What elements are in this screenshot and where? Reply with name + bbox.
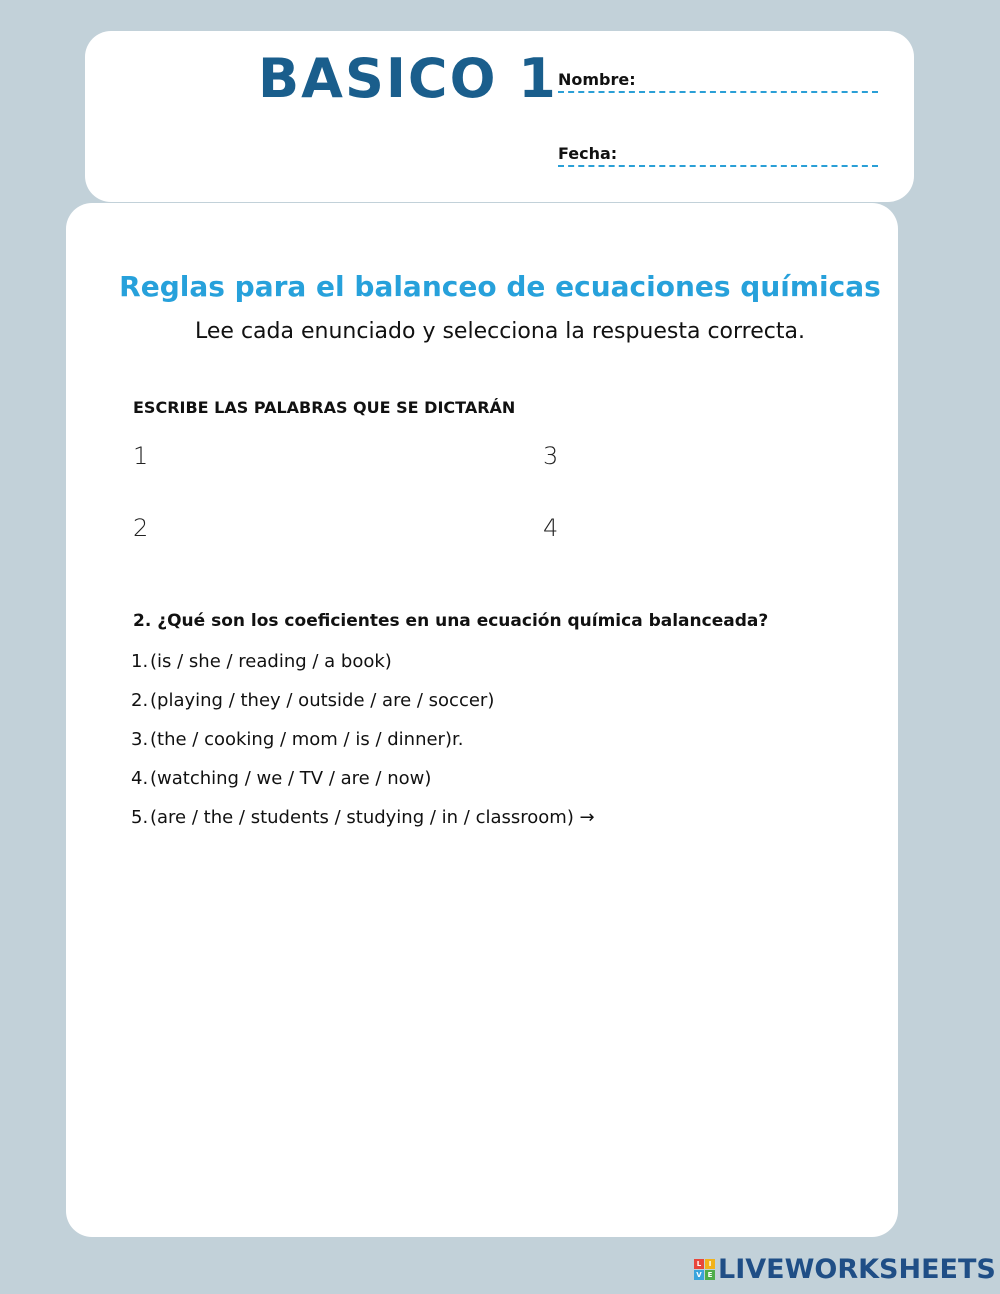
dictation-number-3: 3: [543, 442, 559, 470]
list-item: [131, 651, 595, 690]
item-text: (watching / we / TV / are / now): [150, 768, 432, 789]
date-label: Fecha:: [558, 144, 618, 163]
list-item: [131, 807, 595, 846]
dictation-number-1: 1: [133, 442, 149, 470]
item-number: 5.: [131, 807, 149, 828]
logo-letter: I: [705, 1259, 715, 1269]
logo-letter: L: [694, 1259, 704, 1269]
page-heading: Reglas para el balanceo de ecuaciones químicas: [119, 270, 881, 303]
item-number: 2.: [131, 690, 149, 711]
logo-letter: V: [694, 1270, 704, 1280]
dictation-title: ESCRIBE LAS PALABRAS QUE SE DICTARÁN: [133, 398, 516, 417]
question-text: 2. ¿Qué son los coeficientes en una ecuación química balanceada?: [133, 611, 769, 631]
name-field[interactable]: [558, 70, 878, 93]
item-text: (the / cooking / mom / is / dinner)r.: [150, 729, 464, 750]
dictation-number-2: 2: [133, 514, 149, 542]
date-field[interactable]: [558, 144, 878, 167]
exercise-list: [131, 651, 595, 846]
worksheet-title: BASICO 1: [258, 47, 558, 110]
item-text: (playing / they / outside / are / soccer): [150, 690, 495, 711]
page-subtitle: Lee cada enunciado y selecciona la respuesta correcta.: [195, 319, 805, 344]
item-number: 3.: [131, 729, 149, 750]
liveworksheets-brand[interactable]: [694, 1253, 996, 1285]
logo-letter: E: [705, 1270, 715, 1280]
item-text: (is / she / reading / a book): [150, 651, 392, 672]
list-item: [131, 729, 595, 768]
list-item: [131, 690, 595, 729]
dictation-number-4: 4: [543, 514, 559, 542]
item-number: 4.: [131, 768, 149, 789]
brand-name: LIVEWORKSHEETS: [718, 1253, 996, 1285]
list-item: [131, 768, 595, 807]
name-label: Nombre:: [558, 70, 636, 89]
item-number: 1.: [131, 651, 149, 672]
item-text: (are / the / students / studying / in / classroom) →: [150, 807, 595, 828]
liveworksheets-logo-icon: [694, 1259, 715, 1280]
